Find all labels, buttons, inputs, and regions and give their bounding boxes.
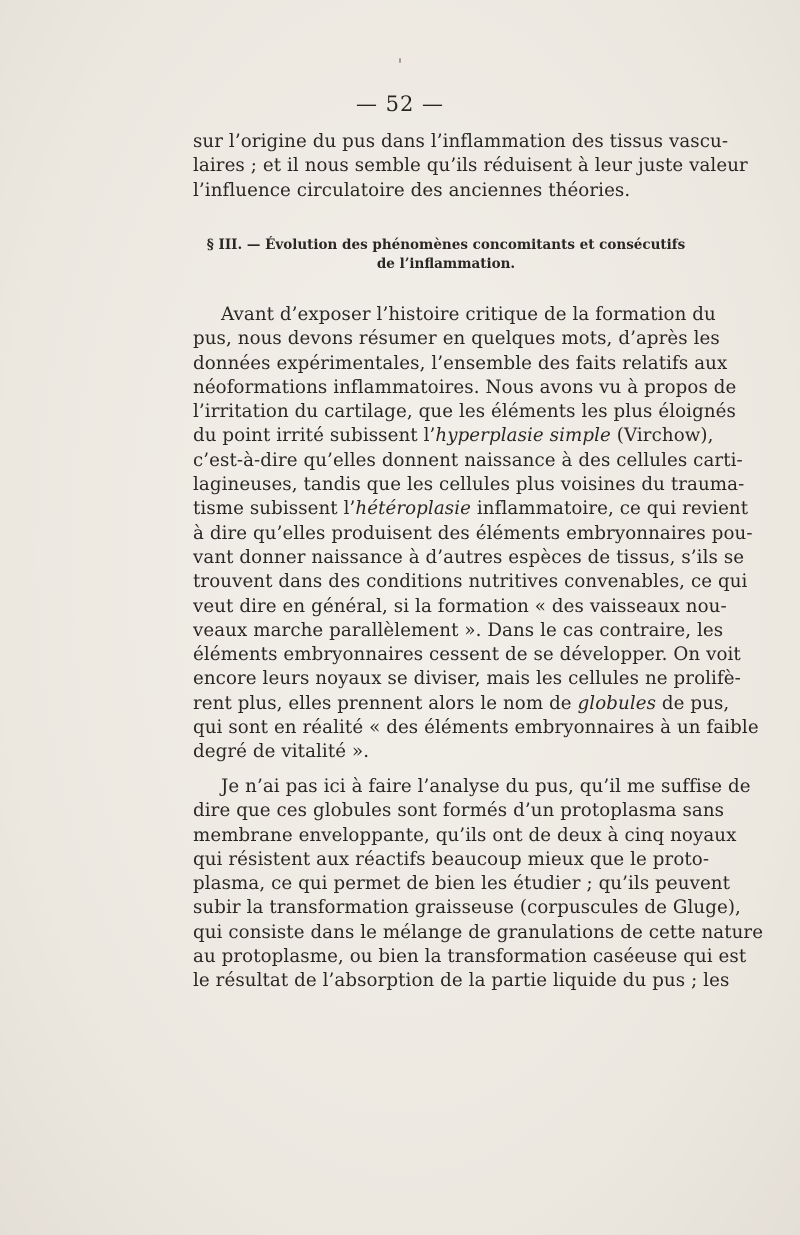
text-line: données expérimentales, l’ensemble des faits relatifs aux [193,352,728,374]
text-line: éléments embryonnaires cessent de se développer. On voit [193,644,741,666]
italic-term: hyperplasie simple [435,425,611,447]
text-run: rent plus, elles prennent alors le nom de [193,692,578,714]
text-line: encore leurs noyaux se diviser, mais les cellules ne prolifè- [193,668,741,690]
text-line: c’est-à-dire qu’elles donnent naissance à des cellules carti- [193,449,743,471]
paragraph-intro [193,130,748,203]
section-heading-line: de l’inflammation. [376,256,516,272]
text-run: (Virchow), [610,425,714,447]
text-line: l’irritation du cartilage, que les éléments les plus éloignés [193,401,736,423]
text-line: veaux marche parallèlement ». Dans le cas contraire, les [193,619,724,641]
text-line: l’influence circulatoire des anciennes théories. [193,179,631,201]
text-line: lagineuses, tandis que les cellules plus voisines du trauma- [193,474,745,496]
page-number: — 52 — [355,92,445,116]
paragraph-evolution [193,303,759,765]
text-line: Avant d’exposer l’histoire critique de la formation du [221,304,716,325]
text-line [193,497,749,521]
ink-speck [399,58,401,63]
text-line: membrane enveloppante, qu’ils ont de deux à cinq noyaux [193,824,737,846]
text-line: qui consiste dans le mélange de granulations de cette nature [193,921,764,943]
section-heading-line: § III. — Évolution des phénomènes concomitants et consécutifs [206,237,686,253]
text-run: tisme subissent l’ [193,498,356,520]
text-line: à dire qu’elles produisent des éléments embryonnaires pou- [193,522,753,544]
text-line: néoformations inflammatoires. Nous avons vu à propos de [193,376,737,398]
text-line: degré de vitalité ». [193,741,370,763]
text-line: sur l’origine du pus dans l’inflammation des tissus vascu- [193,131,729,152]
section-heading [193,236,699,274]
text-line: subir la transformation graisseuse (corpuscules de Gluge), [193,897,741,919]
text-line: trouvent dans des conditions nutritives convenables, ce qui [193,571,748,593]
text-line [193,692,730,716]
text-line: dire que ces globules sont formés d’un protoplasma sans [193,800,725,822]
text-line: Je n’ai pas ici à faire l’analyse du pus, qu’il me suffise de [221,776,751,797]
text-line: qui sont en réalité « des éléments embryonnaires à un faible [193,717,759,739]
paragraph-pus-analysis [193,775,764,994]
text-line: laires ; et il nous semble qu’ils réduisent à leur juste valeur [193,155,748,177]
text-line: qui résistent aux réactifs beaucoup mieux que le proto- [193,848,710,870]
text-line: vant donner naissance à d’autres espèces de tissus, s’ils se [193,546,745,568]
text-line: le résultat de l’absorption de la partie liquide du pus ; les [193,970,730,992]
text-run: inflammatoire, ce qui revient [471,498,749,520]
italic-term: globules [577,692,657,714]
text-line: pus, nous devons résumer en quelques mots, d’après les [193,328,720,350]
text-line: au protoplasme, ou bien la transformation caséeuse qui est [193,946,747,968]
text-run: de pus, [656,692,730,714]
text-line: veut dire en général, si la formation « des vaisseaux nou- [193,595,727,617]
text-run: du point irrité subissent l’ [193,425,436,447]
text-line [193,424,714,448]
italic-term: hétéroplasie [355,498,471,520]
text-line: plasma, ce qui permet de bien les étudier ; qu’ils peuvent [193,873,731,895]
